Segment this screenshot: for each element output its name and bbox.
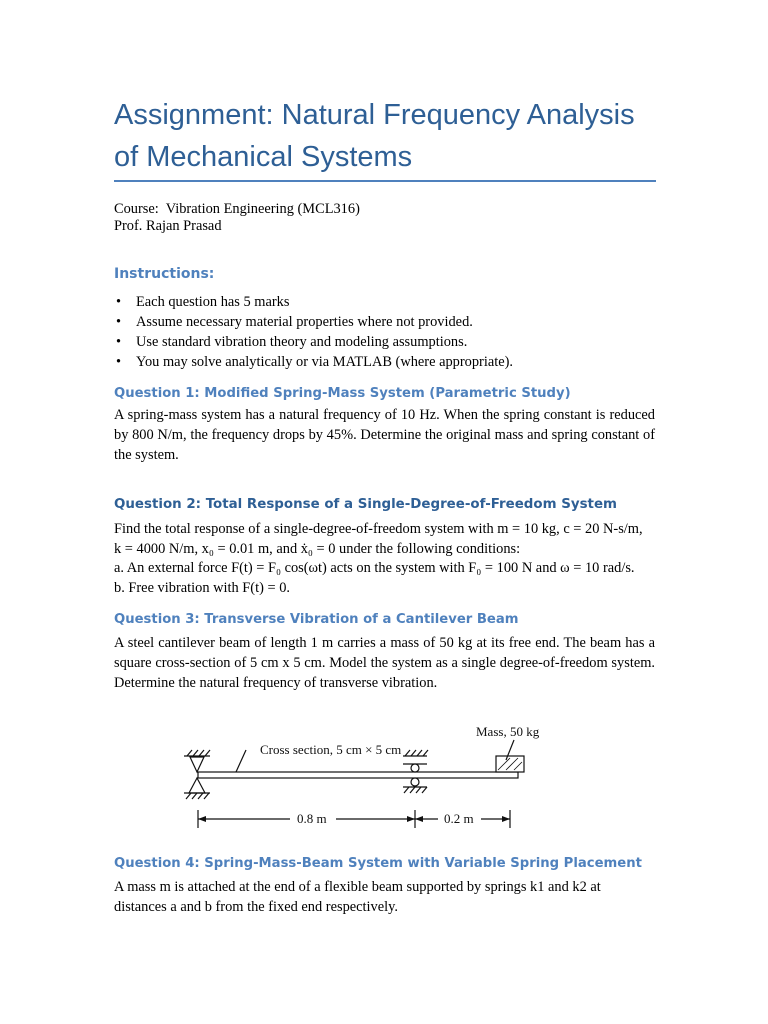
roller-top [411,764,419,772]
top-pin-support [190,757,204,772]
dim-arrow [198,816,206,822]
top-support-hatch [187,750,210,756]
list-item: • Use standard vibration theory and modeling assumptions. [114,332,513,352]
bottom-support-hatch [186,793,209,799]
dim-arrow [407,816,415,822]
instructions-heading: Instructions: [114,266,215,282]
question-3-text: A steel cantilever beam of length 1 m carries a mass of 50 kg at its free end. The beam has a square cross-section of 5 cm x 5 cm. Model the system as a single degree-of-freedom system. Determine the natural frequency of transverse vibration. [114,635,655,691]
question-4-text: A mass m is attached at the end of a flexible beam supported by springs k1 and k2 at distances a and b from the fixed end respectively. [114,879,601,915]
mass-label: Mass, 50 kg [476,724,540,739]
roller-top-hatch [405,750,428,756]
title-line-1: Assignment: Natural Frequency Analysis [114,99,635,131]
roller-bottom-hatch [404,787,427,793]
question-2-line: k = 4000 N/m, x₀ = 0.01 m, and ẋ₀ = 0 under the following conditions: [114,540,521,557]
question-2-text [114,520,643,598]
dimension-label-2: 0.2 m [444,811,474,826]
question-2-heading: Question 2: Total Response of a Single-Degree-of-Freedom System [114,497,617,512]
professor-line: Prof. Rajan Prasad [114,218,222,234]
question-1-text: A spring-mass system has a natural frequency of 10 Hz. When the spring constant is reduced by 800 N/m, the frequency drops by 45%. Determine the original mass and spring constant of the system. [114,407,655,463]
question-2-line: Find the total response of a single-degree-of-freedom system with m = 10 kg, c = 20 N-s/m, [114,521,643,537]
list-item: • You may solve analytically or via MATLAB (where appropriate). [114,352,513,372]
title-line-2: of Mechanical Systems [114,141,413,173]
roller-bottom [411,778,419,786]
question-4-heading: Question 4: Spring-Mass-Beam System with Variable Spring Placement [114,856,642,871]
page-title [114,94,662,178]
question-1-heading: Question 1: Modified Spring-Mass System (Parametric Study) [114,386,571,401]
cantilever-beam-figure [176,720,556,838]
bottom-pin-support [189,778,205,793]
question-2-line: b. Free vibration with F(t) = 0. [114,579,290,596]
cross-section-label: Cross section, 5 cm × 5 cm [260,742,402,757]
question-3-heading: Question 3: Transverse Vibration of a Cantilever Beam [114,612,519,627]
course-line: Course: Vibration Engineering (MCL316) [114,201,360,217]
beam [198,772,518,778]
dim-arrow [502,816,510,822]
title-divider [114,180,656,182]
list-item: • Assume necessary material properties where not provided. [114,312,513,332]
dim-arrow [415,816,423,822]
cross-section-leader [236,750,246,772]
dimension-label-1: 0.8 m [297,811,327,826]
course-info [114,201,360,235]
list-item: • Each question has 5 marks [114,292,513,312]
question-2-line: a. An external force F(t) = F₀ cos(ωt) acts on the system with F₀ = 100 N and ω = 10 rad/s. [114,560,635,576]
instructions-list [114,292,513,372]
